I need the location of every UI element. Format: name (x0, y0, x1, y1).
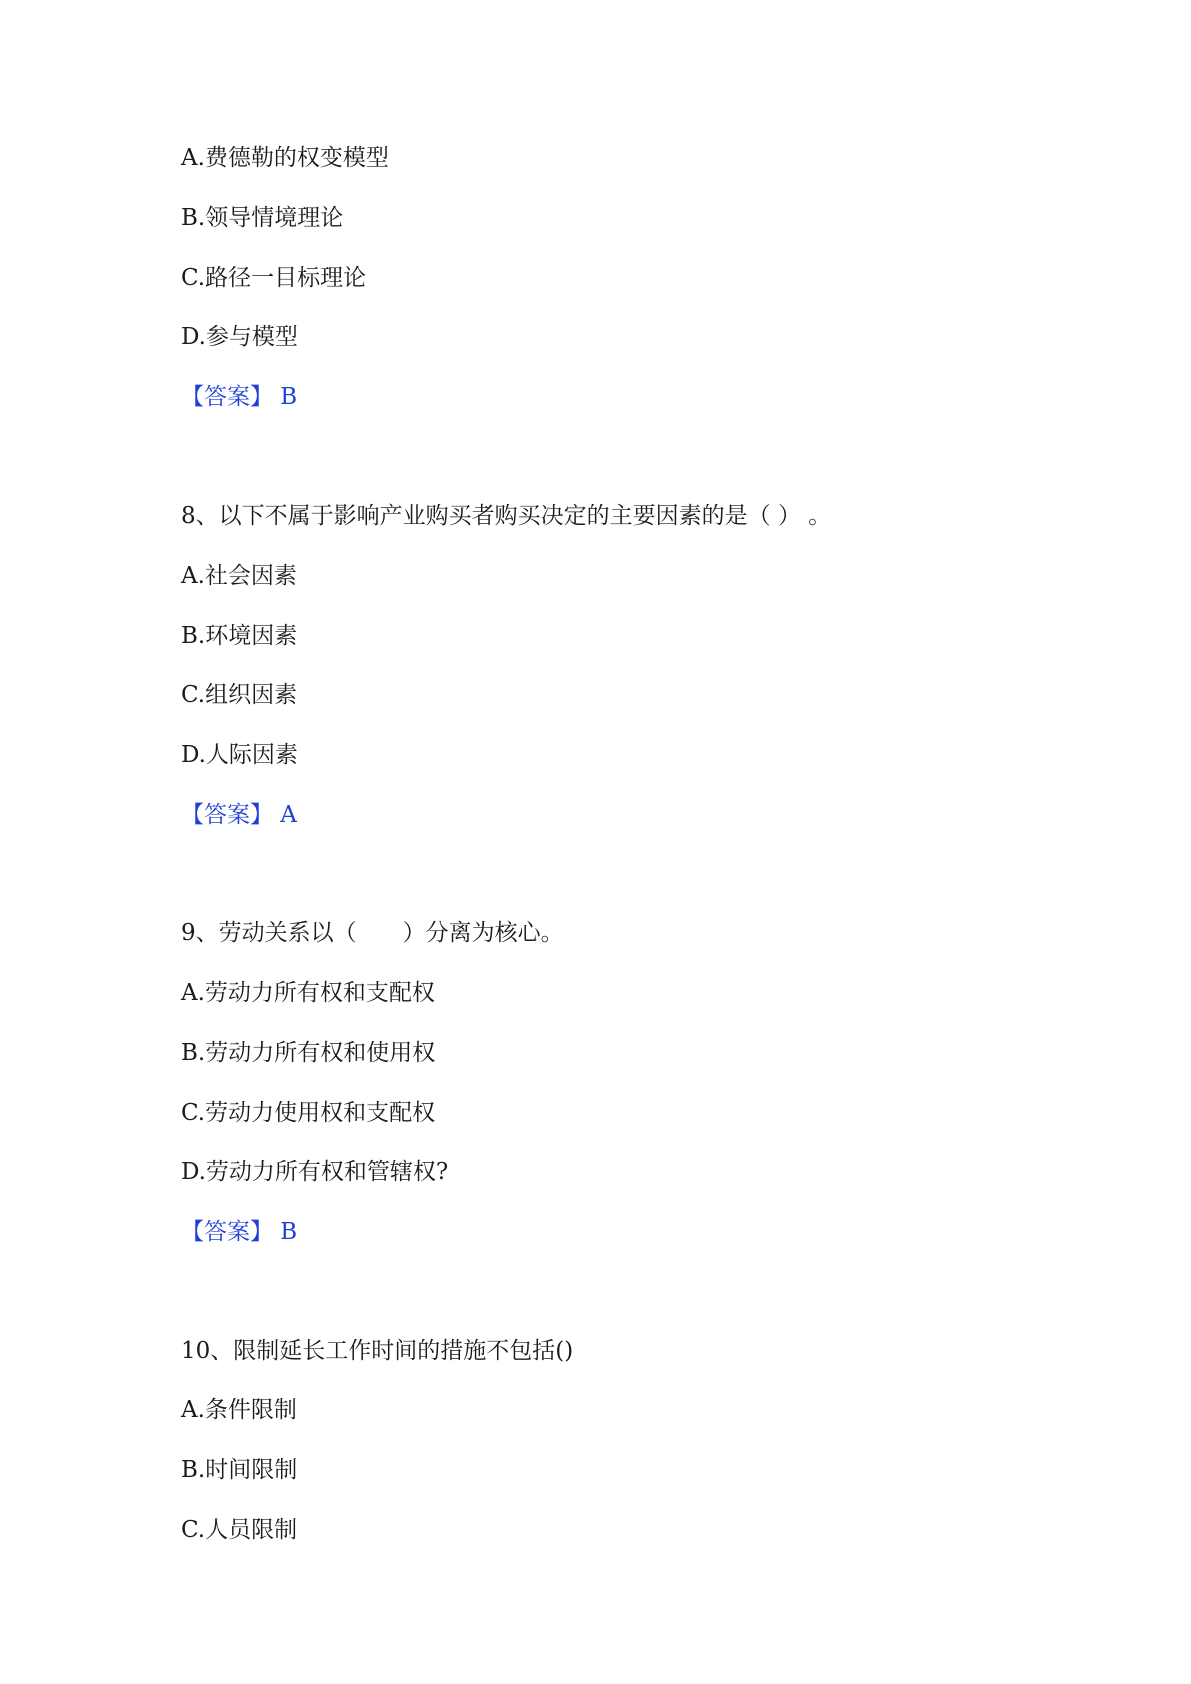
option-c: C.路径一目标理论 (181, 265, 367, 291)
option-a: A.劳动力所有权和支配权 (181, 980, 435, 1006)
option-b: B.环境因素 (181, 623, 298, 649)
option-b: B.领导情境理论 (181, 205, 344, 231)
option-d: D.劳动力所有权和管辖权? (181, 1159, 449, 1185)
option-d: D.参与模型 (181, 324, 298, 350)
question-text: 9、劳动关系以（ ）分离为核心。 (181, 920, 564, 946)
option-c: C.人员限制 (181, 1517, 298, 1543)
question-text: 8、以下不属于影响产业购买者购买决定的主要因素的是（ ） 。 (181, 503, 832, 529)
option-a: A.费德勒的权变模型 (181, 145, 389, 171)
option-c: C.组织因素 (181, 682, 298, 708)
question-text: 10、限制延长工作时间的措施不包括() (181, 1338, 574, 1364)
option-b: B.时间限制 (181, 1457, 298, 1483)
answer: 【答案】 B (181, 384, 298, 410)
option-a: A.社会因素 (181, 563, 297, 589)
option-d: D.人际因素 (181, 742, 298, 768)
option-b: B.劳动力所有权和使用权 (181, 1040, 436, 1066)
answer: 【答案】 B (181, 1219, 298, 1245)
answer: 【答案】 A (181, 802, 297, 828)
option-c: C.劳动力使用权和支配权 (181, 1100, 436, 1126)
option-a: A.条件限制 (181, 1397, 297, 1423)
